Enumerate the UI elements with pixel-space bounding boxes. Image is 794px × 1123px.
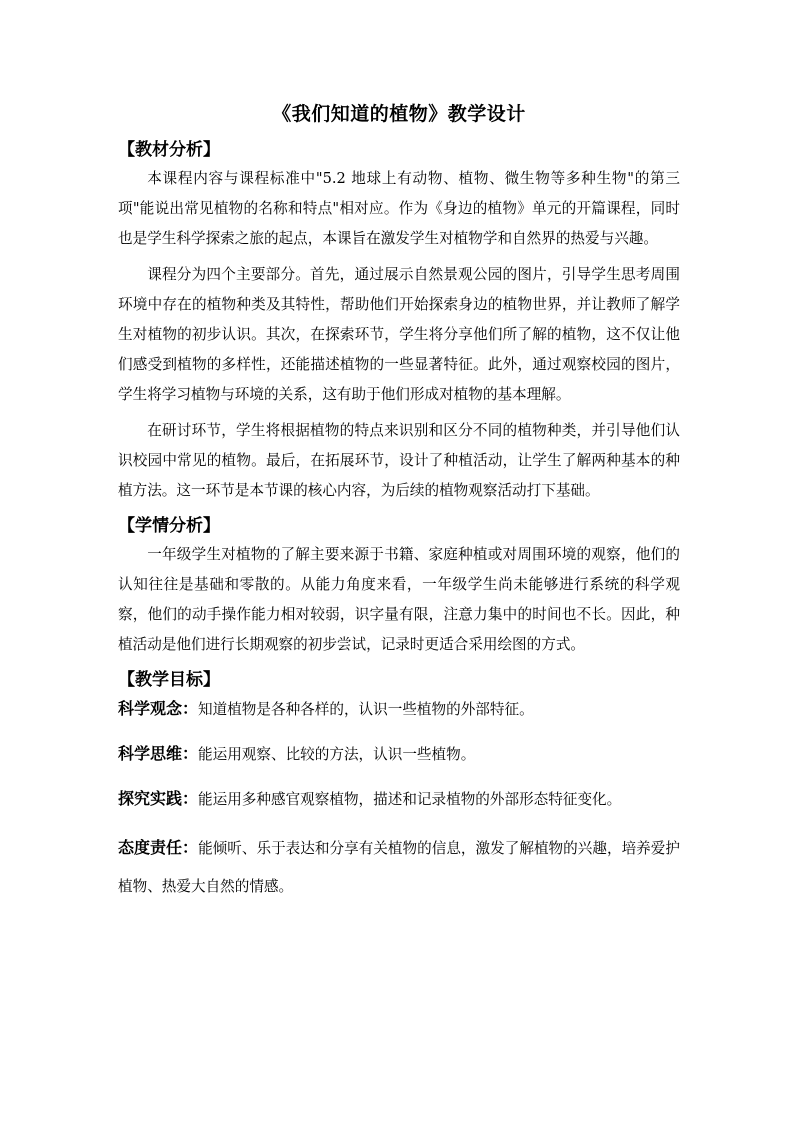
goal-label: 科学思维：: [118, 744, 199, 763]
goal-text: 能运用观察、比较的方法，认识一些植物。: [198, 746, 476, 763]
material-paragraph-2: 课程分为四个主要部分。首先，通过展示自然景观公园的图片，引导学生思考周围环境中存在的植物种类及其特性，帮助他们开始探索身边的植物世界，并让教师了解学生对植物的初步认识。其次，在探索环节，学生将分享他们所了解的植物，这不仅让他们感受到植物的多样性，还能描述植物的一些显著特征。此外，通过观察校园的图片，学生将学习植物与环境的关系，这有助于他们形成对植物的基本理解。: [118, 266, 680, 403]
goal-item: [118, 784, 680, 815]
goal-text: 能倾听、乐于表达和分享有关植物的信息，激发了解植物的兴趣，培养爱护植物、热爱大自然的情感。: [118, 840, 680, 895]
goal-text: 能运用多种感官观察植物，描述和记录植物的外部形态特征变化。: [198, 791, 622, 808]
goal-item: [118, 694, 680, 725]
section-heading-learner: 【学情分析】: [118, 516, 220, 536]
section-heading-material: 【教材分析】: [118, 140, 220, 160]
goal-item: [118, 739, 680, 770]
goal-text: 知道植物是各种各样的，认识一些植物的外部特征。: [198, 701, 534, 718]
document-title: 《我们知道的植物》教学设计: [272, 103, 526, 125]
document-page: [118, 98, 680, 920]
section-heading-goals: 【教学目标】: [118, 670, 220, 690]
goal-item: [118, 829, 680, 906]
material-paragraph-3: 在研讨环节，学生将根据植物的特点来识别和区分不同的植物种类，并引导他们认识校园中常见的植物。最后，在拓展环节，设计了种植活动，让学生了解两种基本的种植方法。这一环节是本节课的核心内容，为后续的植物观察活动打下基础。: [118, 422, 680, 499]
goal-label: 探究实践：: [118, 789, 199, 808]
learner-paragraph-1: 一年级学生对植物的了解主要来源于书籍、家庭种植或对周围环境的观察，他们的认知往往是基础和零散的。从能力角度来看，一年级学生尚未能够进行系统的科学观察，他们的动手操作能力相对较弱，识字量有限，注意力集中的时间也不长。因此，种植活动是他们进行长期观察的初步尝试，记录时更适合采用绘图的方式。: [118, 546, 680, 653]
goal-label: 态度责任：: [118, 838, 199, 857]
material-paragraph-1: 本课程内容与课程标准中"5.2 地球上有动物、植物、微生物等多种生物"的第三项"能说出常见植物的名称和特点"相对应。作为《身边的植物》单元的开篇课程，同时也是学生科学探索之旅的起点，本课旨在激发学生对植物学和自然界的热爱与兴趣。: [118, 170, 680, 247]
goal-label: 科学观念：: [118, 699, 199, 718]
